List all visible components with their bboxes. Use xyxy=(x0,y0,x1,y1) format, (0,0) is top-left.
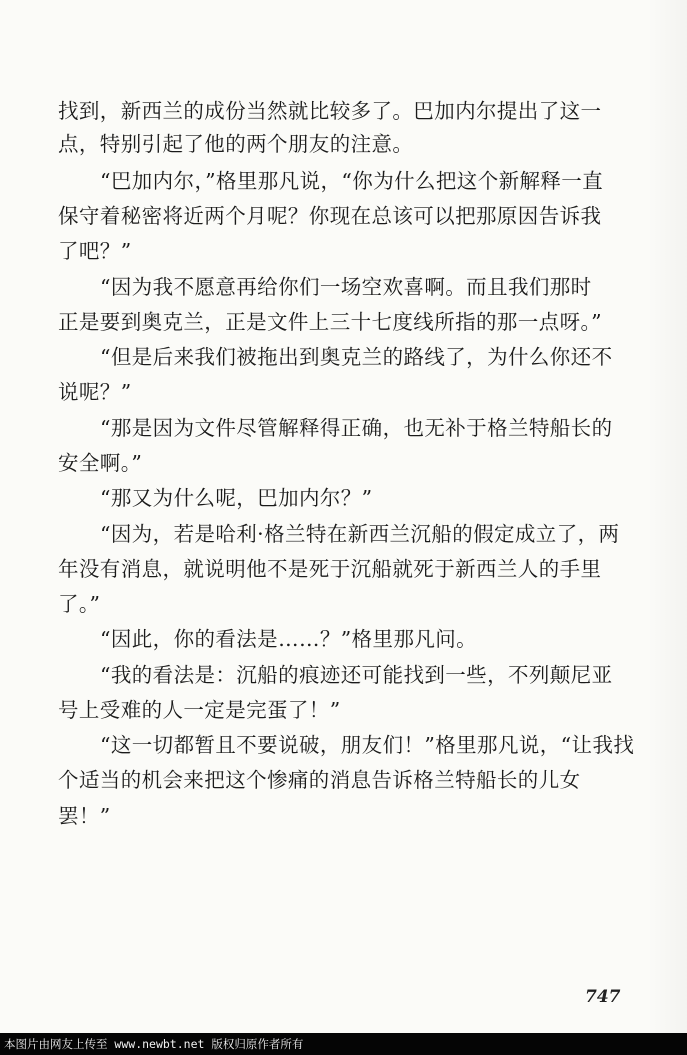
text-line: 正是要到奥克兰，正是文件上三十七度线所指的那一点呀。” xyxy=(58,310,603,334)
text-line: 个适当的机会来把这个惨痛的消息告诉格兰特船长的儿女 xyxy=(58,768,581,792)
text-line: “我的看法是：沉船的痕迹还可能找到一些，不列颠尼亚 xyxy=(100,663,613,687)
text-line: 年没有消息，就说明他不是死于沉船就死于新西兰人的手里 xyxy=(58,557,602,581)
page-number: 747 xyxy=(585,987,621,1007)
text-line: “因为我不愿意再给你们一场空欢喜啊。而且我们那时 xyxy=(100,275,592,299)
text-line: “因为，若是哈利·格兰特在新西兰沉船的假定成立了，两 xyxy=(100,522,620,546)
text-line: “那又为什么呢，巴加内尔？” xyxy=(100,486,373,510)
text-line: 安全啊。” xyxy=(58,451,143,475)
scan-edge-shadow xyxy=(647,0,687,1033)
text-line: 罢！” xyxy=(58,804,111,828)
text-line: “巴加内尔，”格里那凡说，“你为什么把这个新解释一直 xyxy=(100,169,604,193)
text-line: 保守着秘密将近两个月呢？你现在总该可以把那原因告诉我 xyxy=(58,204,602,228)
text-line: 说呢？” xyxy=(58,380,132,404)
text-line: “这一切都暂且不要说破，朋友们！”格里那凡说，“让我找 xyxy=(100,733,635,757)
text-line: “但是后来我们被拖出到奥克兰的路线了，为什么你还不 xyxy=(100,345,613,369)
text-line: 找到，新西兰的成份当然就比较多了。巴加内尔提出了这一 xyxy=(58,99,602,123)
watermark-bar xyxy=(0,1033,687,1055)
text-line: “那是因为文件尽管解释得正确，也无补于格兰特船长的 xyxy=(100,416,613,440)
watermark-text: 本图片由网友上传至 www.newbt.net 版权归原作者所有 xyxy=(4,1037,304,1051)
text-line: “因此，你的看法是……？”格里那凡问。 xyxy=(100,627,478,651)
text-line: 点，特别引起了他的两个朋友的注意。 xyxy=(58,132,414,156)
text-line: 了吧？” xyxy=(58,239,132,263)
text-line: 了。” xyxy=(58,592,101,616)
text-line: 号上受难的人一定是完蛋了！” xyxy=(58,698,341,722)
